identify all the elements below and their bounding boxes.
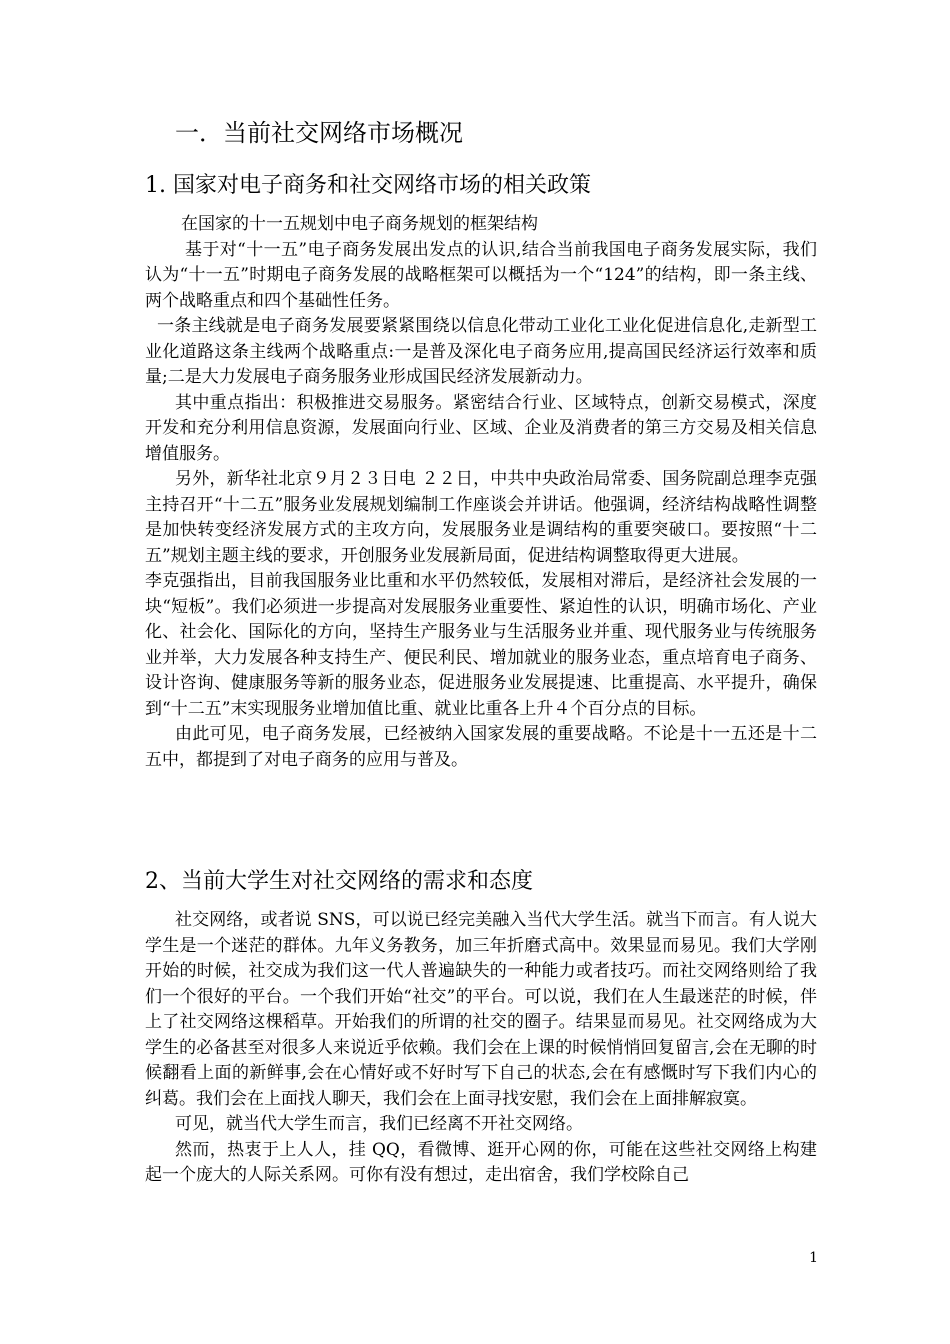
paragraph: 另外，新华社北京９月２３日电 ２２日，中共中央政治局常委、国务院副总理李克强主持召开“十二五”服务业发展规划编制工作座谈会并讲话。他强调，经济结构战略性调整是加快转变经济发展方式的主攻方向，发展服务业是调结构的重要突破口。要按照“十二五”规划主题主线的要求，开创服务业发展新局面，促进结构调整取得更大进展。 (145, 469, 817, 566)
subsection-heading-students: 2、当前大学生对社交网络的需求和态度 (145, 869, 533, 894)
subsection-heading-policy: 1. 国家对电子商务和社交网络市场的相关政策 (145, 173, 591, 198)
policy-body (145, 212, 817, 773)
page-number: 1 (809, 1250, 818, 1266)
paragraph: 然而，热衷于上人人，挂 QQ，看微博、逛开心网的你，可能在这些社交网络上构建起一个庞大的人际关系网。可你有没有想过，走出宿舍，我们学校除自己 (145, 1139, 817, 1185)
paragraph: 社交网络，或者说 SNS，可以说已经完美融入当代大学生活。就当下而言。有人说大学生是一个迷茫的群体。九年义务教务，加三年折磨式高中。效果显而易见。我们大学刚开始的时候，社交成为我们这一代人普遍缺失的一种能力或者技巧。而社交网络则给了我们一个很好的平台。一个我们开始“社交”的平台。可以说，我们在人生最迷茫的时候，伴上了社交网络这棵稻草。开始我们的所谓的社交的圈子。结果显而易见。社交网络成为大学生的必备甚至对很多人来说近乎依赖。我们会在上课的时候悄悄回复留言,会在无聊的时候翻看上面的新鲜事,会在心情好或不好时写下自己的状态,会在有感慨时写下我们内心的纠葛。我们会在上面找人聊天，我们会在上面寻找安慰，我们会在上面排解寂寞。 (145, 910, 817, 1109)
paragraph: 可见，就当代大学生而言，我们已经离不开社交网络。 (175, 1114, 583, 1134)
section-heading: 一．当前社交网络市场概况 (175, 119, 463, 147)
paragraph: 基于对“十一五”电子商务发展出发点的认识,结合当前我国电子商务发展实际，我们认为“十一五”时期电子商务发展的战略框架可以概括为一个“124”的结构，即一条主线、两个战略重点和四个基础性任务。 (145, 239, 817, 311)
paragraph: 在国家的十一五规划中电子商务规划的框架结构 (181, 214, 538, 234)
paragraph: 其中重点指出：积极推进交易服务。紧密结合行业、区域特点，创新交易模式，深度开发和充分利用信息资源，发展面向行业、区域、企业及消费者的第三方交易及相关信息增值服务。 (145, 392, 817, 464)
paragraph: 由此可见，电子商务发展，已经被纳入国家发展的重要战略。不论是十一五还是十二五中，都提到了对电子商务的应用与普及。 (145, 724, 817, 770)
students-body (145, 908, 817, 1189)
paragraph: 李克强指出，目前我国服务业比重和水平仍然较低，发展相对滞后，是经济社会发展的一块“短板”。我们必须进一步提高对发展服务业重要性、紧迫性的认识，明确市场化、产业化、社会化、国际化的方向，坚持生产服务业与生活服务业并重、现代服务业与传统服务业并举，大力发展各种支持生产、便民利民、增加就业的服务业态，重点培育电子商务、设计咨询、健康服务等新的服务业态，促进服务业发展提速、比重提高、水平提升，确保到“十二五”末实现服务业增加值比重、就业比重各上升４个百分点的目标。 (145, 571, 817, 719)
paragraph: 一条主线就是电子商务发展要紧紧围绕以信息化带动工业化工业化促进信息化,走新型工业化道路这条主线两个战略重点:一是普及深化电子商务应用,提高国民经济运行效率和质量;二是大力发展电子商务服务业形成国民经济发展新动力。 (145, 316, 817, 387)
